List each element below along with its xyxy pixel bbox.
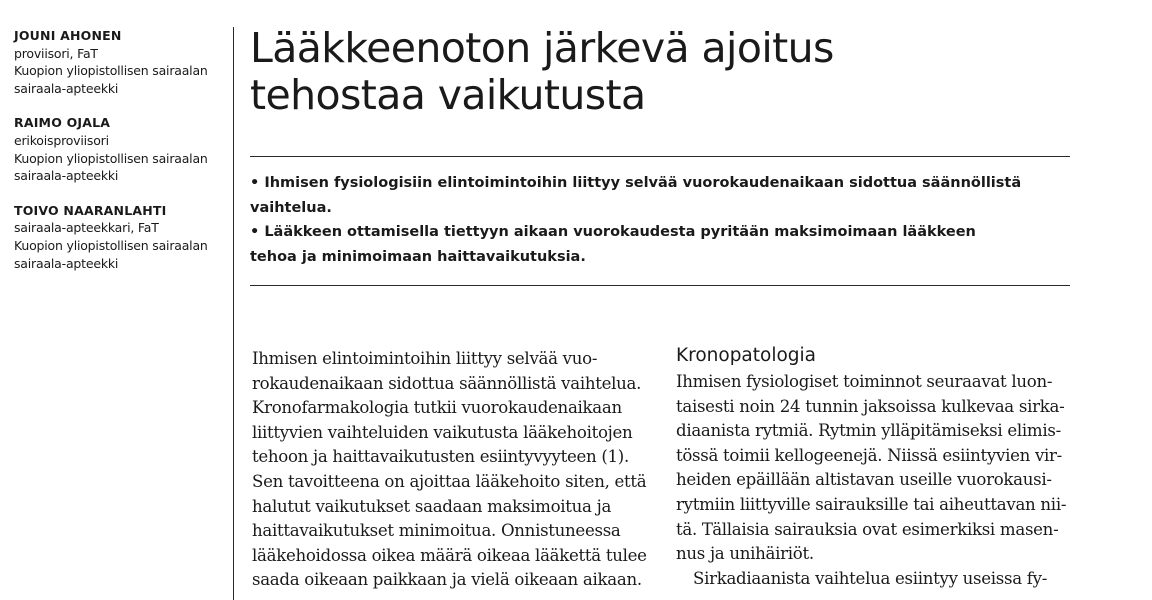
- body-paragraph: [252, 347, 647, 593]
- title-line: tehostaa vaikutusta: [250, 71, 646, 119]
- author-role: sairaala-apteekkari, FaT: [14, 220, 159, 236]
- text-line: rokaudenaikaan sidottua säännöllistä vaihtelua.: [252, 373, 642, 393]
- key-point-line: • Lääkkeen ottamisella tiettyyn aikaan vuorokaudesta pyritään maksimoimaan lääkkeen: [250, 224, 976, 240]
- key-point: [250, 220, 980, 269]
- text-line: Kronofarmakologia tutkii vuorokaudenaikaan: [252, 398, 622, 418]
- body-column-left: [252, 347, 647, 593]
- author-entry: [14, 202, 229, 272]
- author-affiliation: Kuopion yliopistollisen sairaalan: [14, 63, 208, 79]
- text-line: haittavaikutukset minimoitua. Onnistuneessa: [252, 521, 621, 541]
- section-heading: Kronopatologia: [676, 345, 817, 366]
- author-name: JOUNI AHONEN: [14, 28, 122, 43]
- article-title: [250, 25, 1110, 119]
- text-line: tössä toimii kellogeenejä. Niissä esiintyvien vir-: [676, 445, 1062, 465]
- title-line: Lääkkeenoton järkevä ajoitus: [250, 24, 834, 72]
- key-point-line: tehoa ja minimoimaan haittavaikutuksia.: [250, 248, 586, 265]
- text-line: nus ja unihäiriöt.: [676, 544, 814, 564]
- text-line: rytmiin liittyville sairauksille tai aiheuttavan nii-: [676, 494, 1067, 514]
- column-divider: [233, 27, 234, 600]
- body-paragraph: [676, 370, 1071, 567]
- text-line: liittyvien vaihteluiden vaikutusta lääkehoitojen: [252, 422, 633, 442]
- author-entry: [14, 27, 229, 97]
- author-name: RAIMO OJALA: [14, 115, 111, 131]
- text-line: diaanista rytmiä. Rytmin ylläpitämiseksi elimis-: [676, 421, 1061, 441]
- text-line: tä. Tällaisia sairauksia ovat esimerkiksi masen-: [676, 519, 1059, 539]
- text-line: saada oikeaan paikkaan ja vielä oikeaan aikaan.: [252, 570, 642, 590]
- key-point-line: vaihtelua.: [250, 199, 332, 216]
- author-affiliation: sairaala-apteekki: [14, 80, 119, 96]
- key-point-line: • Ihmisen fysiologisiin elintoimintoihin liittyy selvää vuorokaudenaikaan sidottua säännöllistä: [250, 175, 1022, 191]
- text-line: taisesti noin 24 tunnin jaksoissa kulkevaa sirka-: [676, 396, 1065, 416]
- key-points-box: [250, 156, 1070, 286]
- author-role: erikoisproviisori: [14, 132, 109, 148]
- text-line: halutut vaikutukset saadaan maksimoitua ja: [252, 496, 612, 516]
- author-entry: [14, 114, 229, 184]
- text-line: Ihmisen fysiologiset toiminnot seuraavat luon-: [676, 372, 1053, 391]
- author-role: proviisori, FaT: [14, 45, 98, 61]
- author-affiliation: sairaala-apteekki: [14, 255, 119, 271]
- author-affiliation: sairaala-apteekki: [14, 168, 119, 184]
- text-line: tehoon ja haittavaikutusten esiintyvyyteen (1).: [252, 447, 629, 467]
- body-column-right: [676, 343, 1071, 591]
- text-line: heiden epäillään altistavan useille vuorokausi-: [676, 470, 1052, 490]
- key-point: [250, 171, 1022, 220]
- author-name: TOIVO NAARANLAHTI: [14, 202, 167, 218]
- body-paragraph: [676, 567, 1071, 592]
- text-line: Sen tavoitteena on ajoittaa lääkehoito siten, että: [252, 471, 647, 491]
- text-line: lääkehoidossa oikea määrä oikeaa lääkettä tulee: [252, 545, 647, 565]
- author-list: [14, 27, 229, 289]
- author-affiliation: Kuopion yliopistollisen sairaalan: [14, 237, 208, 253]
- text-line: Sirkadiaanista vaihtelua esiintyy useissa fy-: [693, 568, 1048, 588]
- author-affiliation: Kuopion yliopistollisen sairaalan: [14, 150, 208, 166]
- text-line: Ihmisen elintoimintoihin liittyy selvää vuo-: [252, 349, 598, 368]
